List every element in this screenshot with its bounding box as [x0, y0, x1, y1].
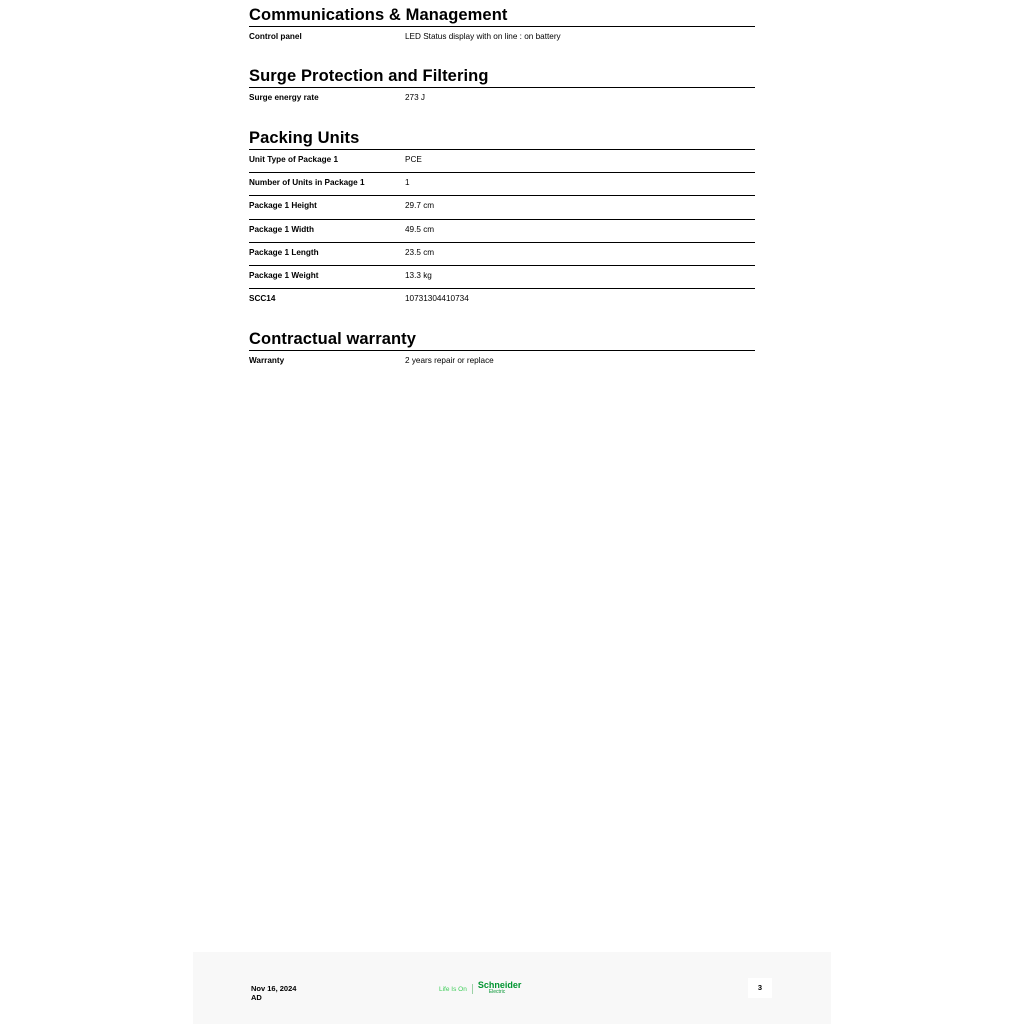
spec-row [249, 220, 755, 243]
spec-label: Package 1 Width [249, 224, 314, 234]
section-communications-management [249, 2, 755, 50]
spec-label: Package 1 Length [249, 247, 319, 257]
spec-label: Package 1 Weight [249, 270, 319, 280]
brand-divider [472, 984, 473, 994]
spec-value: PCE [405, 155, 422, 164]
brand-sub: Electric [488, 989, 506, 995]
spec-value: 29.7 cm [405, 201, 435, 211]
spec-row [249, 289, 755, 311]
spec-label: Number of Units in Package 1 [249, 178, 365, 188]
section-title: Surge Protection and Filtering [249, 63, 755, 88]
section-title: Communications & Management [249, 2, 755, 27]
page-number: 3 [748, 978, 772, 998]
spec-value: 13.3 kg [405, 270, 432, 280]
spec-row [249, 173, 755, 196]
spec-label: Unit Type of Package 1 [249, 155, 339, 164]
spec-row [249, 196, 755, 219]
spec-value: 23.5 cm [405, 247, 435, 257]
section-contractual-warranty [249, 326, 755, 374]
spec-row [249, 266, 755, 289]
spec-label: Package 1 Height [249, 201, 317, 211]
footer-date: Nov 16, 2024 [251, 984, 297, 993]
schneider-logo-icon [478, 982, 522, 996]
spec-label: Warranty [249, 356, 285, 365]
spec-row [249, 88, 755, 111]
spec-row [249, 27, 755, 50]
spec-label: Control panel [249, 32, 302, 41]
footer-code: AD [251, 993, 262, 1002]
spec-value: 1 [405, 178, 410, 188]
spec-value: LED Status display with on line : on battery [405, 32, 561, 41]
section-packing-units [249, 125, 755, 311]
footer-date-block [251, 984, 296, 1002]
spec-value: 49.5 cm [405, 224, 435, 234]
spec-row [249, 243, 755, 266]
brand-name: Schneider [477, 980, 522, 990]
page-footer [193, 952, 831, 1024]
brand-logo [439, 982, 521, 996]
section-title: Contractual warranty [249, 326, 755, 351]
spec-label: SCC14 [249, 294, 276, 304]
brand-tagline: Life Is On [439, 985, 467, 993]
spec-label: Surge energy rate [249, 93, 319, 102]
spec-row [249, 351, 755, 374]
spec-row [249, 150, 755, 173]
section-surge-protection [249, 63, 755, 111]
spec-value: 273 J [405, 93, 426, 102]
spec-value: 10731304410734 [405, 294, 469, 304]
section-title: Packing Units [249, 125, 755, 150]
spec-value: 2 years repair or replace [405, 356, 494, 365]
